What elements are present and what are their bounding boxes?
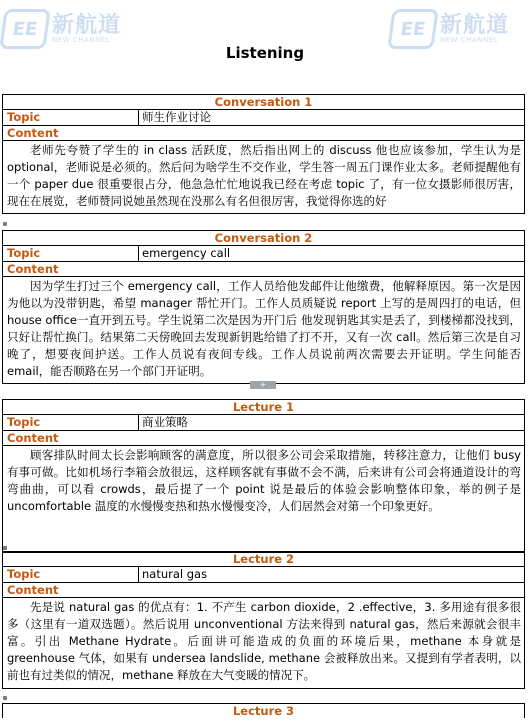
logo-text-cn: 新航道 bbox=[440, 12, 510, 38]
topic-label: Topic bbox=[3, 246, 139, 261]
topic-row bbox=[2, 414, 525, 430]
section-lecture-2 bbox=[2, 551, 525, 689]
topic-row bbox=[2, 109, 525, 125]
section-header: Lecture 2 bbox=[2, 551, 525, 566]
content-text: 先是说 natural gas 的优点有：1. 不产生 carbon dioxide，2 .effective，3. 多用途有很多很多（这里有一道双选题）。然后说用 unconventional 方法来得到 natural gas，然后来源就会很丰富。引出 Methane Hydrate。后面讲可能造成的负面的环境后果，methane 本身就是 greenhouse 气体，如果有 undersea landslide, methane 会被释放出来。又提到有学者表明，以前也有过类似的情况，methane 释放在大气变暖的情况下。 bbox=[2, 597, 525, 689]
topic-label: Topic bbox=[3, 110, 139, 125]
logo-text-cn: 新航道 bbox=[52, 12, 122, 38]
logo-text-en: NEW CHANNEL bbox=[52, 35, 111, 44]
content-label: Content bbox=[2, 430, 525, 445]
section-header: Lecture 3 bbox=[2, 703, 525, 718]
content-text: 顾客排队时间太长会影响顾客的满意度，所以很多公司会采取措施，转移注意力，让他们 busy 有事可做。比如机场行李箱会放很远，这样顾客就有事做不会不满，后来讲有公司会将通道设计的弯弯曲曲，可以看 crowds，最后提了一个 point 说是最后的体验会影响整体印象，举的例子是 uncomfortable 温度的水慢慢变热和热水慢慢变冷，人们居然会对第一个印象更好。 bbox=[2, 445, 525, 553]
content-label: Content bbox=[2, 125, 525, 140]
content-text: 老师先夸赞了学生的 in class 活跃度，然后指出网上的 discuss 他也应该参加，学生认为是 optional，老师说是必须的。然后问为啥学生不交作业，学生答一周五门课作业太多。老师提醒他有一个 paper due 很重要很占分，他急急忙忙地说我已经在考虑 topic 了，有一位女摄影师很厉害，现在在展览，老师赞同说她虽然现在没那么有名但很厉害，我觉得你选的好 bbox=[2, 140, 525, 214]
section-conversation-2 bbox=[2, 230, 525, 384]
logo-mark: EE bbox=[387, 9, 439, 49]
add-row-handle[interactable]: + bbox=[250, 381, 276, 389]
topic-label: Topic bbox=[3, 567, 139, 582]
section-lecture-1 bbox=[2, 399, 525, 553]
row-marker bbox=[3, 696, 7, 700]
content-label: Content bbox=[2, 261, 525, 276]
content-text: 因为学生打过三个 emergency call，工作人员给他发邮件让他缴费，他解释原因。第一次是因为他以为没带钥匙，希望 manager 帮忙开门。工作人员质疑说 report 上写的是周四打的电话，但 house office一直开到五号。学生说第二次是因为开门后 他发现钥匙其实是丢了，到楼梯都没找到，只好让帮忙换门。结果第二天傍晚回去发现新钥匙给错了打不开，又有一次 call。然后第三次是自习晚了，想要夜间护送。工作人员说有夜间专线。工作人员说前两次需要去开证明。学生问能否 email，能否顺路在另一个部门开证明。 bbox=[2, 276, 525, 384]
topic-label: Topic bbox=[3, 415, 139, 430]
topic-value: emergency call bbox=[142, 246, 231, 260]
section-lecture-3 bbox=[2, 703, 525, 718]
topic-value: 商业策略 bbox=[142, 415, 188, 429]
content-label: Content bbox=[2, 582, 525, 597]
section-header: Lecture 1 bbox=[2, 399, 525, 414]
row-marker bbox=[3, 546, 7, 550]
section-header: Conversation 2 bbox=[2, 230, 525, 245]
topic-row bbox=[2, 566, 525, 582]
section-conversation-1 bbox=[2, 94, 525, 214]
topic-value: natural gas bbox=[142, 567, 208, 581]
topic-row bbox=[2, 245, 525, 261]
row-marker bbox=[3, 222, 7, 226]
logo-mark: EE bbox=[0, 9, 51, 49]
topic-value: 师生作业讨论 bbox=[142, 110, 211, 124]
logo-text-en: NEW CHANNEL bbox=[440, 35, 499, 44]
page-title: Listening bbox=[225, 44, 305, 62]
section-header: Conversation 1 bbox=[2, 94, 525, 109]
